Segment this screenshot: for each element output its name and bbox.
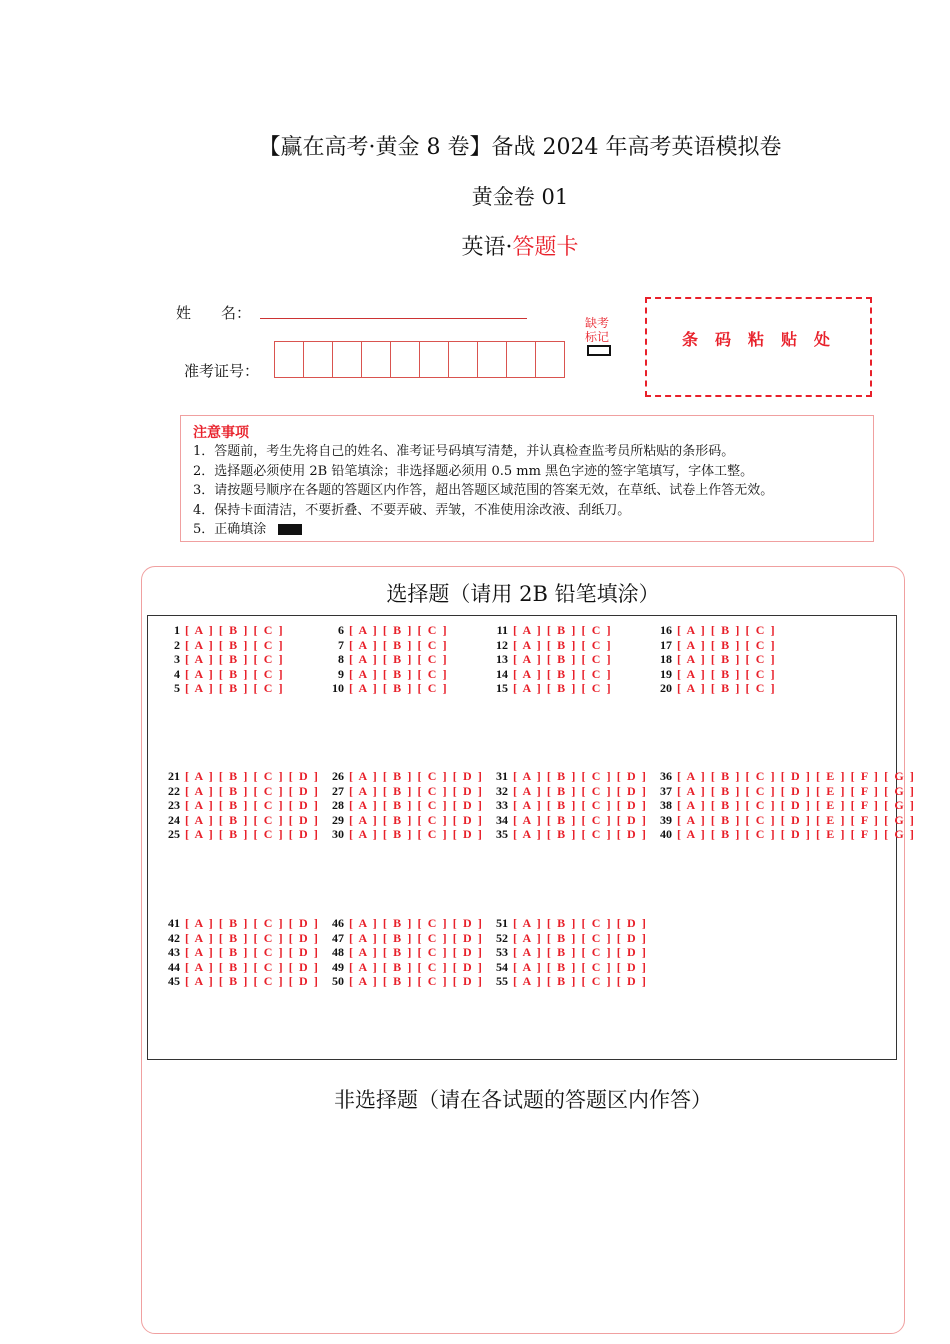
answer-options[interactable]: [ A ] [ B ] [ C ] [ D ] bbox=[513, 916, 648, 930]
answer-options[interactable]: [ A ] [ B ] [ C ] bbox=[677, 623, 777, 637]
answer-options[interactable]: [ A ] [ B ] [ C ] bbox=[513, 666, 613, 681]
question-number: 20 bbox=[660, 681, 672, 696]
notice-item: 4．保持卡面清洁，不要折叠、不要弄破、弄皱，不准使用涂改液、刮纸刀。 bbox=[193, 502, 631, 518]
question-number: 18 bbox=[660, 652, 672, 667]
answer-options[interactable]: [ A ] [ B ] [ C ] [ D ] bbox=[185, 812, 320, 827]
question-number: 28 bbox=[332, 798, 344, 813]
question-number: 49 bbox=[332, 959, 344, 974]
question-number: 9 bbox=[338, 666, 344, 681]
mc-question-row[interactable] bbox=[488, 916, 647, 931]
answer-options[interactable]: [ A ] [ B ] [ C ] bbox=[513, 652, 613, 667]
question-number: 27 bbox=[332, 783, 344, 798]
question-number: 29 bbox=[332, 812, 344, 827]
question-number: 31 bbox=[496, 769, 508, 783]
question-number: 38 bbox=[660, 798, 672, 813]
answer-options[interactable]: [ A ] [ B ] [ C ] [ D ] [ E ] [ F ] [ G ] bbox=[677, 812, 916, 827]
notice-item: 5．正确填涂 bbox=[193, 522, 267, 537]
question-number: 40 bbox=[660, 827, 672, 842]
notice-item-fill-example bbox=[193, 520, 861, 540]
mc-question-row[interactable] bbox=[652, 798, 915, 813]
answer-options[interactable]: [ A ] [ B ] [ C ] [ D ] bbox=[185, 959, 320, 974]
notice-item: 2．选择题必须使用 2B 铅笔填涂；非选择题必须用 0.5 mm 黑色字迹的签字笔填写，字体工整。 bbox=[193, 463, 754, 479]
question-number: 43 bbox=[168, 945, 180, 960]
question-number: 53 bbox=[496, 945, 508, 960]
answer-options[interactable]: [ A ] [ B ] [ C ] [ D ] bbox=[513, 798, 648, 813]
question-number: 23 bbox=[168, 798, 180, 813]
mc-question-row[interactable] bbox=[324, 974, 483, 989]
question-number: 1 bbox=[174, 623, 180, 637]
mc-question-row[interactable] bbox=[160, 974, 319, 989]
mc-question-row[interactable] bbox=[488, 827, 647, 842]
question-number: 36 bbox=[660, 769, 672, 783]
question-number: 32 bbox=[496, 783, 508, 798]
mc-question-row[interactable] bbox=[652, 652, 776, 667]
answer-options[interactable]: [ A ] [ B ] [ C ] bbox=[185, 652, 285, 667]
answer-options[interactable]: [ A ] [ B ] [ C ] [ D ] bbox=[349, 783, 484, 798]
answer-options[interactable]: [ A ] [ B ] [ C ] bbox=[185, 681, 285, 696]
answer-options[interactable]: [ A ] [ B ] [ C ] [ D ] bbox=[513, 959, 648, 974]
question-number: 16 bbox=[660, 623, 672, 637]
question-number: 30 bbox=[332, 827, 344, 842]
absent-mark-label: 缺考标记 bbox=[584, 316, 609, 344]
answer-options[interactable]: [ A ] [ B ] [ C ] [ D ] bbox=[513, 769, 648, 783]
card-title bbox=[0, 230, 950, 261]
mc-section-title: 选择题（请用 2B 铅笔填涂） bbox=[386, 582, 660, 606]
answer-options[interactable]: [ A ] [ B ] [ C ] bbox=[513, 623, 613, 637]
question-number: 7 bbox=[338, 637, 344, 652]
mc-question-row[interactable] bbox=[652, 769, 915, 784]
mc-question-row[interactable] bbox=[324, 813, 483, 828]
mc-question-row[interactable] bbox=[324, 945, 483, 960]
mc-question-row[interactable] bbox=[488, 667, 612, 682]
barcode-label: 条码粘贴处 bbox=[681, 330, 847, 349]
notice-box bbox=[180, 415, 874, 542]
answer-options[interactable]: [ A ] [ B ] [ C ] [ D ] bbox=[185, 930, 320, 945]
notice-item: 1．答题前，考生先将自己的姓名、准考证号码填写清楚，并认真检查监考员所粘贴的条形码。 bbox=[193, 444, 735, 459]
answer-options[interactable]: [ A ] [ B ] [ C ] bbox=[349, 666, 449, 681]
mc-question-row[interactable] bbox=[652, 681, 776, 696]
question-number: 55 bbox=[496, 974, 508, 989]
answer-options[interactable]: [ A ] [ B ] [ C ] bbox=[513, 681, 613, 696]
mc-question-row[interactable] bbox=[652, 827, 915, 842]
answer-options[interactable]: [ A ] [ B ] [ C ] [ D ] [ E ] [ F ] [ G ] bbox=[677, 827, 916, 842]
mc-question-row[interactable] bbox=[488, 638, 612, 653]
mc-question-row[interactable] bbox=[652, 784, 915, 799]
question-number: 48 bbox=[332, 945, 344, 960]
answer-options[interactable]: [ A ] [ B ] [ C ] [ D ] bbox=[185, 945, 320, 960]
answer-options[interactable]: [ A ] [ B ] [ C ] [ D ] bbox=[185, 974, 320, 989]
question-number: 24 bbox=[168, 812, 180, 827]
mc-question-row[interactable] bbox=[488, 813, 647, 828]
answer-options[interactable]: [ A ] [ B ] [ C ] [ D ] [ E ] [ F ] [ G ] bbox=[677, 783, 916, 798]
mc-question-row[interactable] bbox=[488, 652, 612, 667]
answer-options[interactable]: [ A ] [ B ] [ C ] bbox=[349, 652, 449, 667]
question-number: 37 bbox=[660, 783, 672, 798]
question-number: 50 bbox=[332, 974, 344, 989]
question-number: 6 bbox=[338, 623, 344, 637]
ticket-digit-box[interactable] bbox=[304, 342, 333, 377]
answer-options[interactable]: [ A ] [ B ] [ C ] bbox=[349, 637, 449, 652]
ticket-number-boxes[interactable] bbox=[274, 341, 565, 378]
mc-question-row[interactable] bbox=[488, 681, 612, 696]
mc-question-row[interactable] bbox=[160, 960, 319, 975]
mc-question-row[interactable] bbox=[324, 623, 448, 638]
mc-question-row[interactable] bbox=[324, 784, 483, 799]
question-number: 12 bbox=[496, 637, 508, 652]
notice-title: 注意事项 bbox=[193, 425, 249, 441]
answer-options[interactable]: [ A ] [ B ] [ C ] [ D ] bbox=[185, 827, 320, 842]
mc-question-row[interactable] bbox=[160, 916, 319, 931]
ticket-digit-box[interactable] bbox=[333, 342, 362, 377]
answer-options[interactable]: [ A ] [ B ] [ C ] [ D ] bbox=[349, 798, 484, 813]
card-title-prefix: 英语· bbox=[461, 235, 513, 260]
mc-question-row[interactable] bbox=[160, 827, 319, 842]
mc-question-row[interactable] bbox=[488, 798, 647, 813]
name-field[interactable] bbox=[260, 318, 527, 319]
paper-subtitle: 黄金卷 01 bbox=[471, 185, 569, 209]
question-number: 3 bbox=[174, 652, 180, 667]
ticket-digit-box[interactable] bbox=[362, 342, 391, 377]
mc-question-row[interactable] bbox=[160, 813, 319, 828]
answer-options[interactable]: [ A ] [ B ] [ C ] [ D ] [ E ] [ F ] [ G ] bbox=[677, 769, 916, 783]
mc-question-row[interactable] bbox=[652, 667, 776, 682]
mc-question-row[interactable] bbox=[324, 960, 483, 975]
question-number: 35 bbox=[496, 827, 508, 842]
mc-question-row[interactable] bbox=[488, 974, 647, 989]
mc-question-row[interactable] bbox=[324, 931, 483, 946]
mc-question-row[interactable] bbox=[652, 623, 776, 638]
mc-question-row[interactable] bbox=[160, 681, 284, 696]
mc-question-row[interactable] bbox=[488, 784, 647, 799]
mc-question-row[interactable] bbox=[324, 798, 483, 813]
answer-options[interactable]: [ A ] [ B ] [ C ] [ D ] bbox=[185, 783, 320, 798]
question-number: 42 bbox=[168, 930, 180, 945]
answer-options[interactable]: [ A ] [ B ] [ C ] bbox=[349, 681, 449, 696]
question-number: 15 bbox=[496, 681, 508, 696]
ticket-digit-box[interactable] bbox=[391, 342, 420, 377]
answer-options[interactable]: [ A ] [ B ] [ C ] [ D ] bbox=[349, 945, 484, 960]
answer-options[interactable]: [ A ] [ B ] [ C ] bbox=[185, 666, 285, 681]
question-number: 26 bbox=[332, 769, 344, 783]
mc-question-row[interactable] bbox=[488, 960, 647, 975]
notice-item: 3．请按题号顺序在各题的答题区内作答，超出答题区域范围的答案无效，在草纸、试卷上作答无效。 bbox=[193, 483, 774, 498]
ticket-digit-box[interactable] bbox=[449, 342, 478, 377]
mc-question-row[interactable] bbox=[324, 638, 448, 653]
card-title-label: 答题卡 bbox=[512, 235, 579, 260]
question-number: 44 bbox=[168, 959, 180, 974]
mc-question-row[interactable] bbox=[160, 623, 284, 638]
answer-options[interactable]: [ A ] [ B ] [ C ] bbox=[185, 623, 285, 637]
ticket-digit-box[interactable] bbox=[420, 342, 449, 377]
mc-question-row[interactable] bbox=[324, 667, 448, 682]
answer-options[interactable]: [ A ] [ B ] [ C ] [ D ] bbox=[349, 974, 484, 989]
mc-question-row[interactable] bbox=[652, 638, 776, 653]
question-number: 8 bbox=[338, 652, 344, 667]
answer-options[interactable]: [ A ] [ B ] [ C ] [ D ] bbox=[349, 930, 484, 945]
question-number: 17 bbox=[660, 637, 672, 652]
question-number: 39 bbox=[660, 812, 672, 827]
question-number: 2 bbox=[174, 637, 180, 652]
non-mc-section-title: 非选择题（请在各试题的答题区内作答） bbox=[334, 1088, 712, 1112]
question-number: 46 bbox=[332, 916, 344, 930]
question-number: 52 bbox=[496, 930, 508, 945]
question-number: 5 bbox=[174, 681, 180, 696]
answer-options[interactable]: [ A ] [ B ] [ C ] [ D ] bbox=[185, 769, 320, 783]
question-number: 14 bbox=[496, 666, 508, 681]
ticket-digit-box[interactable] bbox=[275, 342, 304, 377]
question-number: 33 bbox=[496, 798, 508, 813]
question-number: 54 bbox=[496, 959, 508, 974]
mc-question-row[interactable] bbox=[160, 638, 284, 653]
answer-options[interactable]: [ A ] [ B ] [ C ] [ D ] bbox=[513, 930, 648, 945]
answer-options[interactable]: [ A ] [ B ] [ C ] [ D ] bbox=[513, 827, 648, 842]
answer-options[interactable]: [ A ] [ B ] [ C ] [ D ] bbox=[513, 812, 648, 827]
answer-options[interactable]: [ A ] [ B ] [ C ] [ D ] bbox=[349, 812, 484, 827]
mc-question-row[interactable] bbox=[324, 681, 448, 696]
question-number: 22 bbox=[168, 783, 180, 798]
answer-options[interactable]: [ A ] [ B ] [ C ] bbox=[677, 637, 777, 652]
ticket-digit-box[interactable] bbox=[536, 342, 564, 377]
mc-question-row[interactable] bbox=[160, 945, 319, 960]
answer-options[interactable]: [ A ] [ B ] [ C ] bbox=[513, 637, 613, 652]
answer-options[interactable]: [ A ] [ B ] [ C ] [ D ] [ E ] [ F ] [ G ] bbox=[677, 798, 916, 813]
answer-options[interactable]: [ A ] [ B ] [ C ] [ D ] bbox=[513, 783, 648, 798]
question-number: 4 bbox=[174, 666, 180, 681]
mc-question-row[interactable] bbox=[324, 652, 448, 667]
mc-question-row[interactable] bbox=[160, 798, 319, 813]
question-number: 47 bbox=[332, 930, 344, 945]
answer-options[interactable]: [ A ] [ B ] [ C ] bbox=[677, 681, 777, 696]
mc-question-row[interactable] bbox=[160, 652, 284, 667]
question-number: 13 bbox=[496, 652, 508, 667]
mc-question-row[interactable] bbox=[160, 931, 319, 946]
mc-question-row[interactable] bbox=[488, 623, 612, 638]
ticket-digit-box[interactable] bbox=[507, 342, 536, 377]
answer-options[interactable]: [ A ] [ B ] [ C ] [ D ] bbox=[513, 974, 648, 989]
question-number: 34 bbox=[496, 812, 508, 827]
answer-options[interactable]: [ A ] [ B ] [ C ] [ D ] bbox=[349, 827, 484, 842]
mc-question-row[interactable] bbox=[324, 769, 483, 784]
ticket-number-label: 准考证号： bbox=[184, 362, 260, 380]
answer-options[interactable]: [ A ] [ B ] [ C ] bbox=[185, 637, 285, 652]
name-label: 姓 名： bbox=[176, 304, 252, 322]
question-number: 41 bbox=[168, 916, 180, 930]
answer-options[interactable]: [ A ] [ B ] [ C ] [ D ] bbox=[349, 769, 484, 783]
question-number: 10 bbox=[332, 681, 344, 696]
question-number: 51 bbox=[496, 916, 508, 930]
answer-options[interactable]: [ A ] [ B ] [ C ] [ D ] bbox=[349, 959, 484, 974]
correct-fill-sample bbox=[278, 524, 302, 535]
question-number: 19 bbox=[660, 666, 672, 681]
mc-question-row[interactable] bbox=[652, 813, 915, 828]
mc-question-row[interactable] bbox=[488, 769, 647, 784]
question-number: 11 bbox=[496, 623, 508, 637]
answer-options[interactable]: [ A ] [ B ] [ C ] [ D ] bbox=[185, 916, 320, 930]
mc-question-row[interactable] bbox=[324, 916, 483, 931]
answer-options[interactable]: [ A ] [ B ] [ C ] bbox=[677, 666, 777, 681]
mc-question-row[interactable] bbox=[488, 945, 647, 960]
answer-options[interactable]: [ A ] [ B ] [ C ] bbox=[677, 652, 777, 667]
answer-options[interactable]: [ A ] [ B ] [ C ] [ D ] bbox=[185, 798, 320, 813]
absent-mark-box[interactable] bbox=[587, 345, 611, 356]
answer-options[interactable]: [ A ] [ B ] [ C ] [ D ] bbox=[349, 916, 484, 930]
answer-options[interactable]: [ A ] [ B ] [ C ] [ D ] bbox=[513, 945, 648, 960]
question-number: 21 bbox=[168, 769, 180, 783]
ticket-digit-box[interactable] bbox=[478, 342, 507, 377]
mc-question-row[interactable] bbox=[160, 784, 319, 799]
answer-options[interactable]: [ A ] [ B ] [ C ] bbox=[349, 623, 449, 637]
question-number: 25 bbox=[168, 827, 180, 842]
mc-question-row[interactable] bbox=[160, 769, 319, 784]
question-number: 45 bbox=[168, 974, 180, 989]
mc-question-row[interactable] bbox=[160, 667, 284, 682]
mc-question-row[interactable] bbox=[324, 827, 483, 842]
mc-question-row[interactable] bbox=[488, 931, 647, 946]
page-title: 【赢在高考·黄金 8 卷】备战 2024 年高考英语模拟卷 bbox=[258, 135, 782, 160]
